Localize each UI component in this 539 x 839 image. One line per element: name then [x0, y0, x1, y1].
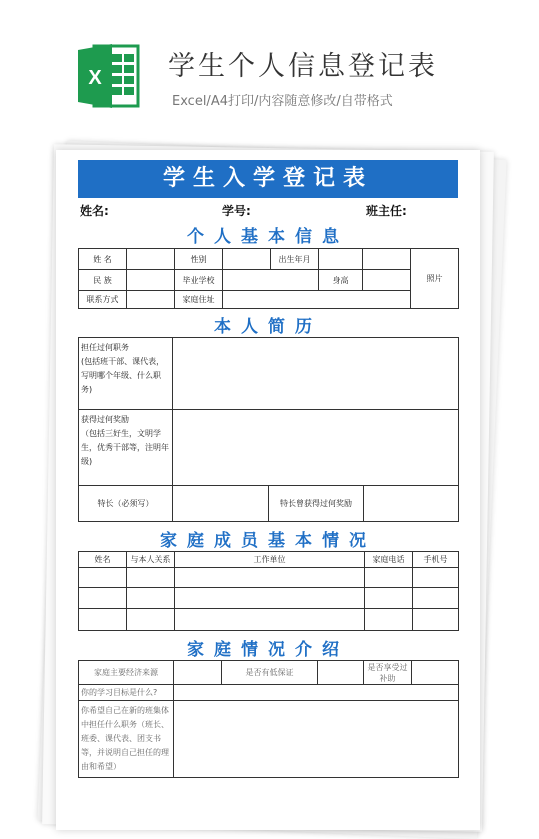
input-cell[interactable] [412, 661, 459, 685]
cell-label: 毕业学校 [175, 270, 223, 291]
table-row [79, 609, 459, 631]
cell-label: 身高 [319, 270, 363, 291]
input-cell[interactable] [413, 588, 459, 609]
section-title-resume: 本人简历 [214, 317, 322, 337]
teacher-label: 班主任: [366, 204, 407, 218]
input-cell[interactable] [365, 568, 413, 588]
input-cell[interactable] [413, 568, 459, 588]
input-cell[interactable] [127, 568, 175, 588]
cell-label: 是否享受过补助 [364, 661, 412, 685]
input-cell[interactable] [363, 270, 411, 291]
input-cell[interactable] [79, 609, 127, 631]
column-header: 与本人关系 [127, 552, 175, 568]
family-members-table [78, 551, 459, 631]
input-cell[interactable] [127, 270, 175, 291]
column-header: 工作单位 [175, 552, 365, 568]
column-header: 姓名 [79, 552, 127, 568]
input-cell[interactable] [363, 249, 411, 270]
photo-cell[interactable]: 照片 [411, 249, 459, 309]
cell-label: 家庭住址 [175, 291, 223, 309]
input-cell[interactable] [79, 588, 127, 609]
cell-label: 民 族 [79, 270, 127, 291]
cell-label: 出生年月 [271, 249, 319, 270]
table-row [79, 588, 459, 609]
section-title-family-situation: 家庭情况介绍 [187, 640, 349, 660]
input-cell[interactable] [413, 609, 459, 631]
header [0, 0, 539, 130]
input-cell[interactable] [365, 588, 413, 609]
cell-label: 家庭主要经济来源 [79, 661, 174, 685]
input-cell[interactable] [223, 291, 411, 309]
cell-label: 性别 [175, 249, 223, 270]
cell-label: 你的学习目标是什么? [79, 685, 174, 701]
family-situation-table [78, 660, 459, 778]
input-cell[interactable] [365, 609, 413, 631]
cell-label: 联系方式 [79, 291, 127, 309]
input-cell[interactable] [175, 568, 365, 588]
page-title: 学生个人信息登记表 [168, 51, 438, 82]
input-cell[interactable] [79, 568, 127, 588]
input-cell[interactable] [174, 685, 459, 701]
student-id-label: 学号: [222, 204, 251, 218]
input-cell[interactable] [127, 249, 175, 270]
input-cell[interactable] [319, 249, 363, 270]
input-cell[interactable] [223, 249, 271, 270]
table-row [79, 568, 459, 588]
cell-label: 特长曾获得过何奖励 [269, 486, 364, 522]
input-cell[interactable] [174, 661, 222, 685]
input-cell[interactable] [175, 588, 365, 609]
input-cell[interactable] [175, 609, 365, 631]
cell-label: 你希望自己在新的班集体中担任什么职务（班长、班委、课代表、团支书等，并说明自己担任的理由和希望） [79, 701, 174, 778]
section-title-basic-info: 个人基本信息 [187, 227, 349, 247]
column-header: 家庭电话 [365, 552, 413, 568]
input-cell[interactable] [173, 410, 459, 486]
input-cell[interactable] [364, 486, 459, 522]
cell-label: 担任过何职务 (包括班干部、课代表，写明哪个年级、什么职务) [79, 338, 173, 410]
svg-text:X: X [88, 67, 102, 89]
name-label: 姓名: [80, 204, 109, 218]
input-cell[interactable] [174, 701, 459, 778]
form-title-banner: 学生入学登记表 [78, 160, 458, 198]
page-subtitle: Excel/A4打印/内容随意修改/自带格式 [172, 94, 393, 109]
excel-icon [76, 40, 142, 112]
cell-label: 是否有低保证 [222, 661, 318, 685]
input-cell[interactable] [173, 338, 459, 410]
input-cell[interactable] [173, 486, 269, 522]
input-cell[interactable] [223, 270, 319, 291]
cell-label: 获得过何奖励 （包括三好生，文明学生，优秀干部等，注明年级) [79, 410, 173, 486]
cell-label: 特长（必须写） [79, 486, 173, 522]
input-cell[interactable] [318, 661, 364, 685]
input-cell[interactable] [127, 609, 175, 631]
cell-label: 姓 名 [79, 249, 127, 270]
input-cell[interactable] [127, 291, 175, 309]
section-title-family-members: 家庭成员基本情况 [160, 531, 376, 551]
column-header: 手机号 [413, 552, 459, 568]
basic-info-table [78, 248, 459, 309]
resume-table [78, 337, 459, 522]
input-cell[interactable] [127, 588, 175, 609]
